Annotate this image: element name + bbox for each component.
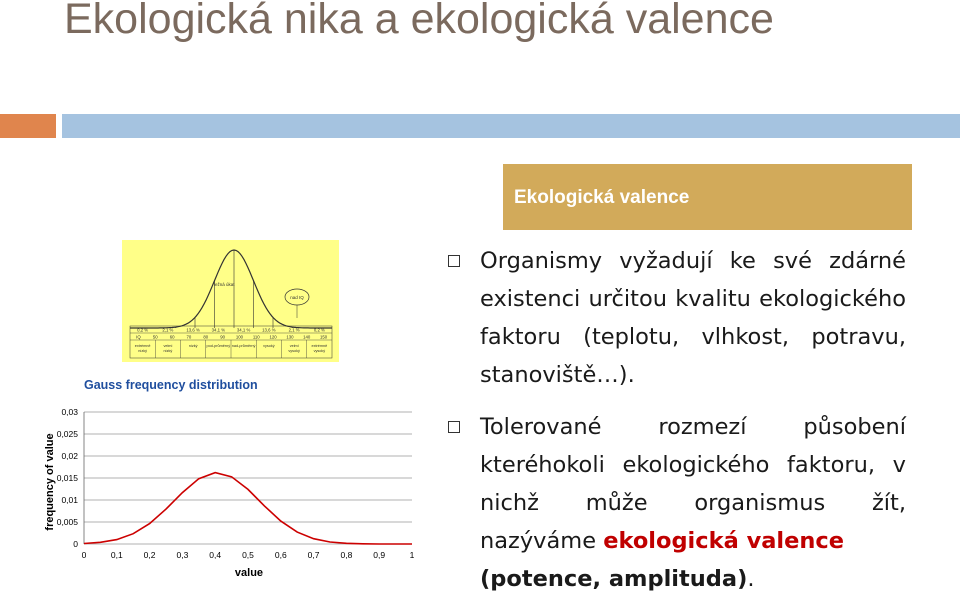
x-tick-label: 0,2	[143, 550, 156, 560]
x-tick-label: 0,5	[242, 550, 254, 560]
iq-value-label: 150	[319, 334, 328, 340]
x-axis-label: value	[234, 567, 264, 579]
x-tick-label: 0,6	[274, 550, 287, 560]
accent-bar-orange	[0, 114, 56, 138]
x-tick-label: 0,3	[176, 550, 189, 560]
iq-percent-label: 13,6 %	[262, 327, 276, 333]
iq-percent-label: 0,2 %	[137, 327, 149, 333]
y-tick-label: 0,01	[61, 495, 78, 505]
iq-percent-label: 2,1 %	[162, 327, 174, 333]
x-tick-label: 0	[81, 550, 87, 560]
y-tick-label: 0,005	[56, 517, 78, 527]
iq-category-label: nízký	[138, 349, 148, 353]
iq-category-label: vysoký	[313, 349, 326, 353]
section-label: Ekologická valence	[514, 187, 690, 208]
iq-category-label: velmi	[163, 344, 173, 348]
iq-percent-label: 34,1 %	[236, 327, 251, 333]
square-bullet-icon	[448, 255, 460, 267]
iq-percent-label: 2,1 %	[288, 327, 300, 333]
iq-top-label: ležná úkat	[214, 282, 235, 287]
square-bullet-icon	[448, 421, 460, 433]
iq-category-label: nízký	[188, 344, 198, 348]
iq-value-label: 60	[169, 334, 175, 340]
iq-category-label: pod-průměrný	[206, 344, 231, 348]
iq-percent-label: 0,2 %	[313, 327, 325, 333]
bullet-text: Tolerované rozmezí působení kteréhokoli ekologického faktoru, v nichž může organismus žít, nazýváme	[480, 414, 906, 554]
iq-category-label: vysoký	[263, 344, 275, 348]
bullet-list	[446, 242, 906, 598]
iq-value-label: 100	[235, 334, 244, 340]
slide-title: Ekologická nika a ekologická valence	[64, 0, 774, 43]
y-tick-label: 0	[73, 539, 78, 549]
iq-value-label: 120	[269, 334, 277, 340]
iq-category-label: nad-průměrný	[231, 344, 256, 348]
iq-percent-label: 34,1 %	[211, 327, 226, 333]
iq-value-label: IQ	[136, 334, 141, 340]
x-tick-label: 0,4	[209, 550, 222, 560]
bullet-item	[446, 242, 906, 394]
iq-category-label: extrémně	[134, 344, 151, 348]
iq-category-label: velmi	[289, 344, 299, 348]
iq-category-label: nízký	[163, 349, 173, 353]
gauss-chart	[34, 370, 429, 586]
iq-percent-label: 13,6 %	[186, 327, 200, 333]
iq-value-label: 110	[252, 334, 260, 340]
x-tick-label: 0,8	[340, 550, 353, 560]
iq-category-label: vysoký	[288, 349, 300, 353]
chart-title: Gauss frequency distribution	[84, 378, 258, 392]
iq-callout-label: nad IQ	[290, 295, 304, 300]
iq-value-label: 130	[286, 334, 294, 340]
bullet-item	[446, 408, 906, 598]
iq-value-label: 50	[152, 334, 158, 340]
y-tick-label: 0,025	[56, 429, 78, 439]
x-tick-label: 0,1	[110, 550, 123, 560]
bullet-text-end: .	[747, 566, 755, 592]
section-label-box	[503, 164, 912, 230]
y-axis-label: frequency of value	[44, 433, 56, 531]
x-tick-label: 0,9	[373, 550, 386, 560]
bullet-text: Organismy vyžadují ke své zdárné existenci určitou kvalitu ekologického faktoru (teplotu, vlhkost, potravu, stanoviště…).	[480, 248, 906, 388]
iq-value-label: 140	[303, 334, 311, 340]
iq-distribution-figure	[122, 240, 339, 362]
y-tick-label: 0,03	[61, 407, 78, 417]
iq-value-label: 70	[186, 334, 192, 340]
iq-value-label: 80	[203, 334, 209, 340]
x-tick-label: 1	[409, 550, 415, 560]
x-tick-label: 0,7	[307, 550, 320, 560]
bullet-bold-text: (potence, amplituda)	[480, 566, 748, 592]
iq-category-label: extrémně	[311, 344, 328, 348]
highlight-term: ekologická valence	[603, 528, 845, 554]
accent-bar-blue	[62, 114, 960, 138]
y-tick-label: 0,02	[61, 451, 78, 461]
y-tick-label: 0,015	[56, 473, 78, 483]
iq-value-label: 90	[220, 334, 225, 340]
series-line	[84, 473, 412, 544]
